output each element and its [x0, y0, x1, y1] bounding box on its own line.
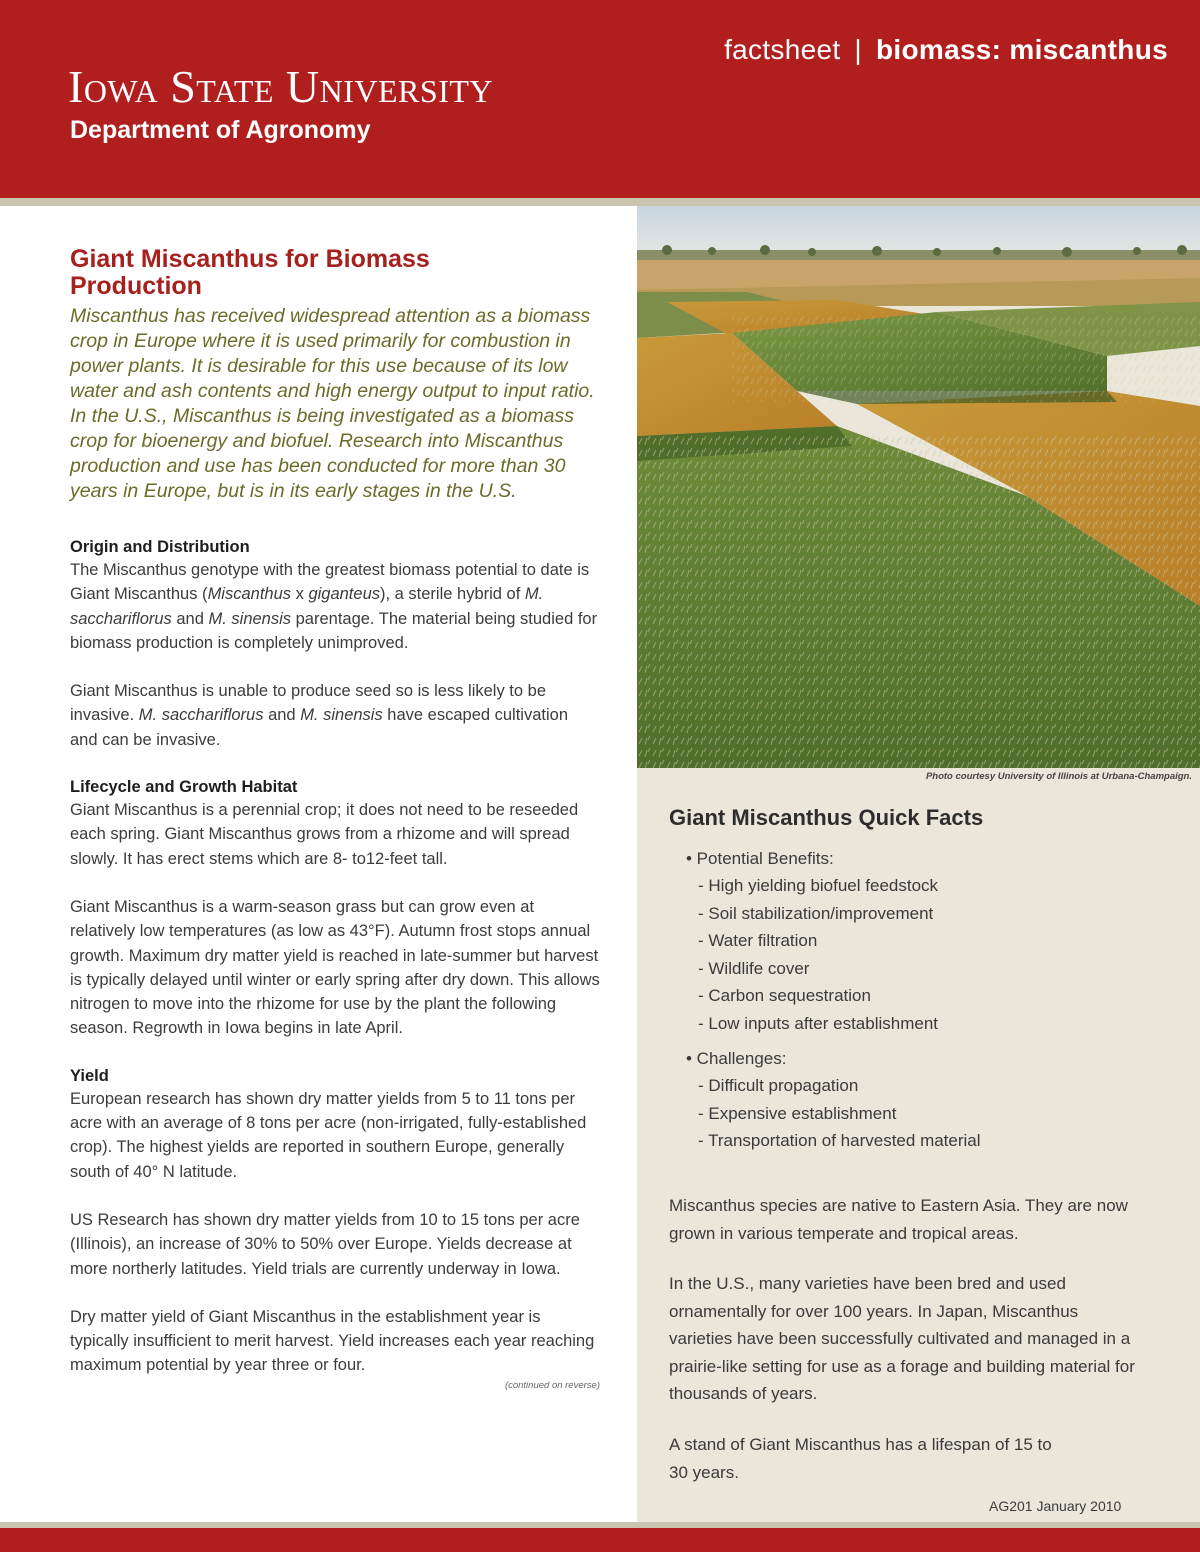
university-name: Iowa State University — [68, 61, 494, 112]
ornamental-paragraph: In the U.S., many varieties have been bred and used ornamentally for over 100 years. In Japan, Miscanthus varieties have been successfully cultivated and managed in a prairie-like setting for use as a forage and building material for thousands of years. — [669, 1274, 1135, 1403]
challenges-label: • Challenges: — [686, 1049, 787, 1068]
header-divider — [0, 198, 1200, 206]
list-item: - Soil stabilization/improvement — [698, 903, 934, 923]
quick-facts-title: Giant Miscanthus Quick Facts — [669, 805, 984, 830]
header-banner — [0, 0, 1200, 198]
publication-code: AG201 January 2010 — [989, 1498, 1122, 1514]
yield-paragraph-1: European research has shown dry matter yields from 5 to 11 tons per acre with an average of 8 tons per acre (non-irrigated, fully-established crop). The highest yields are reported in southern Europe, generally south of 40° N latitude. — [70, 1089, 587, 1181]
origin-heading: Origin and Distribution — [70, 538, 250, 556]
article-column — [70, 246, 600, 1391]
origin-p1-text-c: ), a sterile hybrid of — [380, 585, 525, 604]
origin-paragraph-1 — [70, 558, 600, 655]
origin-p1-text-e: parentage. The material being studied for biomass production is completely unimproved. — [70, 609, 598, 652]
origin-p1-italic-1: Miscanthus — [207, 585, 292, 604]
origin-p2-text-a: Giant Miscanthus is unable to produce seed so is less likely to be invasive. — [70, 682, 547, 725]
origin-p2-italic-1: M. sacchariflorus — [138, 706, 264, 725]
photo-credit: Photo courtesy University of Illinois at Urbana-Champaign. — [925, 771, 1192, 782]
miscanthus-field-photo — [637, 206, 1200, 768]
list-item: - High yielding biofuel feedstock — [698, 876, 939, 895]
factsheet-word: factsheet — [724, 34, 841, 65]
factsheet-topic: biomass: miscanthus — [875, 34, 1168, 65]
list-item: - Expensive establishment — [698, 1103, 897, 1123]
lifespan-paragraph: A stand of Giant Miscanthus has a lifespan of 15 to 30 years. — [669, 1435, 1052, 1482]
lifecycle-paragraph-2: Giant Miscanthus is a warm-season grass but can grow even at relatively low temperatures (as low as 43°F). Autumn frost stops annual growth. Maximum dry matter yield is reached in late-summer but harvest is typically delayed until winter or early spring after dry down. This allows nitrogen to move into the rhizome for use by the plant the following season. Regrowth in Iowa begins in late April. — [70, 897, 600, 1038]
field-illustration — [637, 206, 1200, 768]
yield-paragraph-2: US Research has shown dry matter yields from 10 to 15 tons per acre (Illinois), an increase of 30% to 50% over Europe. Yields decrease at more northerly latitudes. Yield trials are currently underway in Iowa. — [70, 1210, 580, 1278]
origin-paragraph-2 — [70, 679, 600, 752]
origin-p2-italic-2: M. sinensis — [300, 706, 383, 725]
benefits-list — [686, 845, 938, 1037]
origin-p2-text-b: and — [263, 706, 301, 725]
list-item: - Carbon sequestration — [698, 986, 871, 1005]
origin-p1-text-d: and — [171, 609, 209, 628]
origin-p1-italic-4: M. sinensis — [208, 609, 292, 628]
list-item: - Low inputs after establishment — [698, 1013, 939, 1033]
list-item: - Wildlife cover — [698, 958, 810, 978]
yield-paragraph-3: Dry matter yield of Giant Miscanthus in the establishment year is typically insufficient to merit harvest. Yield increases each year reaching maximum potential by year three or four. — [70, 1307, 595, 1375]
origin-p2-text-c: have escaped cultivation and can be invasive. — [70, 706, 569, 749]
article-title: Giant Miscanthus for Biomass Production — [70, 245, 430, 300]
article-intro: Miscanthus has received widespread attention as a biomass crop in Europe where it is used primarily for combustion in power plants. It is desirable for this use because of its low water and ash contents and high energy output to input ratio. In the U.S., Miscanthus is being investigated as a biomass crop for bioenergy and biofuel. Research into Miscanthus production and use has been conducted for more than 30 years in Europe, but is in its early stages in the U.S. — [70, 305, 595, 502]
list-item: - Difficult propagation — [698, 1076, 859, 1095]
factsheet-separator: | — [854, 34, 862, 65]
factsheet-label — [724, 34, 1168, 66]
footer-bar — [0, 1528, 1200, 1552]
yield-heading: Yield — [70, 1066, 109, 1085]
continued-note: (continued on reverse) — [504, 1379, 600, 1391]
department-name: Department of Agronomy — [70, 116, 371, 144]
origin-p1-text-a: The Miscanthus genotype with the greatest biomass potential to date is Giant Miscanthus ( — [70, 561, 590, 604]
list-item: - Transportation of harvested material — [698, 1131, 981, 1150]
origin-p1-text-b: x — [291, 585, 309, 604]
challenges-list — [686, 1045, 981, 1155]
list-item: - Water filtration — [698, 931, 818, 950]
lifecycle-heading: Lifecycle and Growth Habitat — [70, 778, 298, 797]
origin-p1-italic-2: giganteus — [308, 585, 380, 604]
origin-p1-italic-3: M. sacchariflorus — [70, 585, 544, 628]
benefits-label: • Potential Benefits: — [686, 849, 834, 868]
native-paragraph: Miscanthus species are native to Eastern Asia. They are now grown in various temperate and tropical areas. — [669, 1196, 1128, 1243]
lifecycle-paragraph-1: Giant Miscanthus is a perennial crop; it does not need to be reseeded each spring. Giant Miscanthus grows from a rhizome and will spread slowly. It has erect stems which are 8- to12-feet tall. — [70, 801, 579, 868]
